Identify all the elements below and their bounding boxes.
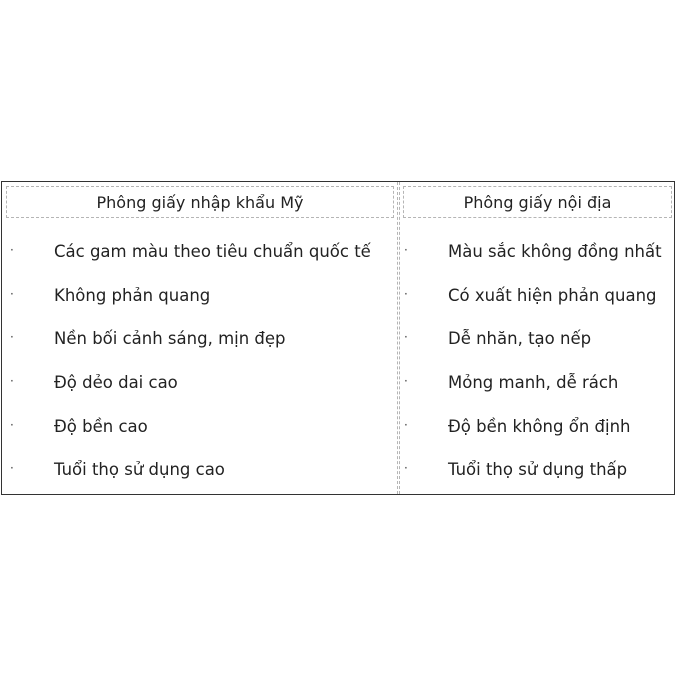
list-item	[2, 414, 398, 440]
list-item	[398, 239, 674, 265]
bullet-icon: ·	[404, 330, 408, 344]
list-item	[2, 370, 398, 396]
column-header-imported	[6, 186, 394, 218]
list-item-text: Các gam màu theo tiêu chuẩn quốc tế	[54, 242, 371, 261]
list-item	[398, 414, 674, 440]
bullet-icon: ·	[10, 287, 14, 301]
bullet-icon: ·	[10, 418, 14, 432]
bullet-icon: ·	[10, 461, 14, 475]
list-item	[2, 239, 398, 265]
list-item	[2, 326, 398, 352]
list-item	[398, 370, 674, 396]
comparison-table	[1, 181, 675, 495]
list-item-text: Độ dẻo dai cao	[54, 373, 178, 392]
list-item-text: Tuổi thọ sử dụng cao	[54, 460, 225, 479]
list-item	[398, 457, 674, 483]
bullet-icon: ·	[404, 287, 408, 301]
list-item	[398, 326, 674, 352]
list-item-text: Nền bối cảnh sáng, mịn đẹp	[54, 329, 286, 348]
column-header-domestic-label: Phông giấy nội địa	[463, 192, 612, 212]
list-item	[398, 283, 674, 309]
list-item-text: Có xuất hiện phản quang	[448, 286, 657, 305]
list-item-text: Độ bền không ổn định	[448, 417, 631, 436]
bullet-icon: ·	[10, 243, 14, 257]
bullet-icon: ·	[10, 374, 14, 388]
column-imported-paper	[2, 182, 398, 494]
column-header-domestic	[403, 186, 672, 218]
column-header-imported-label: Phông giấy nhập khẩu Mỹ	[96, 192, 304, 212]
bullet-icon: ·	[404, 461, 408, 475]
bullet-icon: ·	[404, 243, 408, 257]
list-item-text: Độ bền cao	[54, 417, 148, 436]
bullet-icon: ·	[10, 330, 14, 344]
list-item	[2, 283, 398, 309]
list-item-text: Màu sắc không đồng nhất	[448, 242, 662, 261]
list-item-text: Tuổi thọ sử dụng thấp	[448, 460, 628, 479]
list-item-text: Mỏng manh, dễ rách	[448, 373, 619, 392]
bullet-icon: ·	[404, 418, 408, 432]
column-domestic-paper	[398, 182, 674, 494]
list-item-text: Dễ nhăn, tạo nếp	[448, 329, 592, 348]
bullet-icon: ·	[404, 374, 408, 388]
list-item	[2, 457, 398, 483]
list-item-text: Không phản quang	[54, 286, 211, 305]
